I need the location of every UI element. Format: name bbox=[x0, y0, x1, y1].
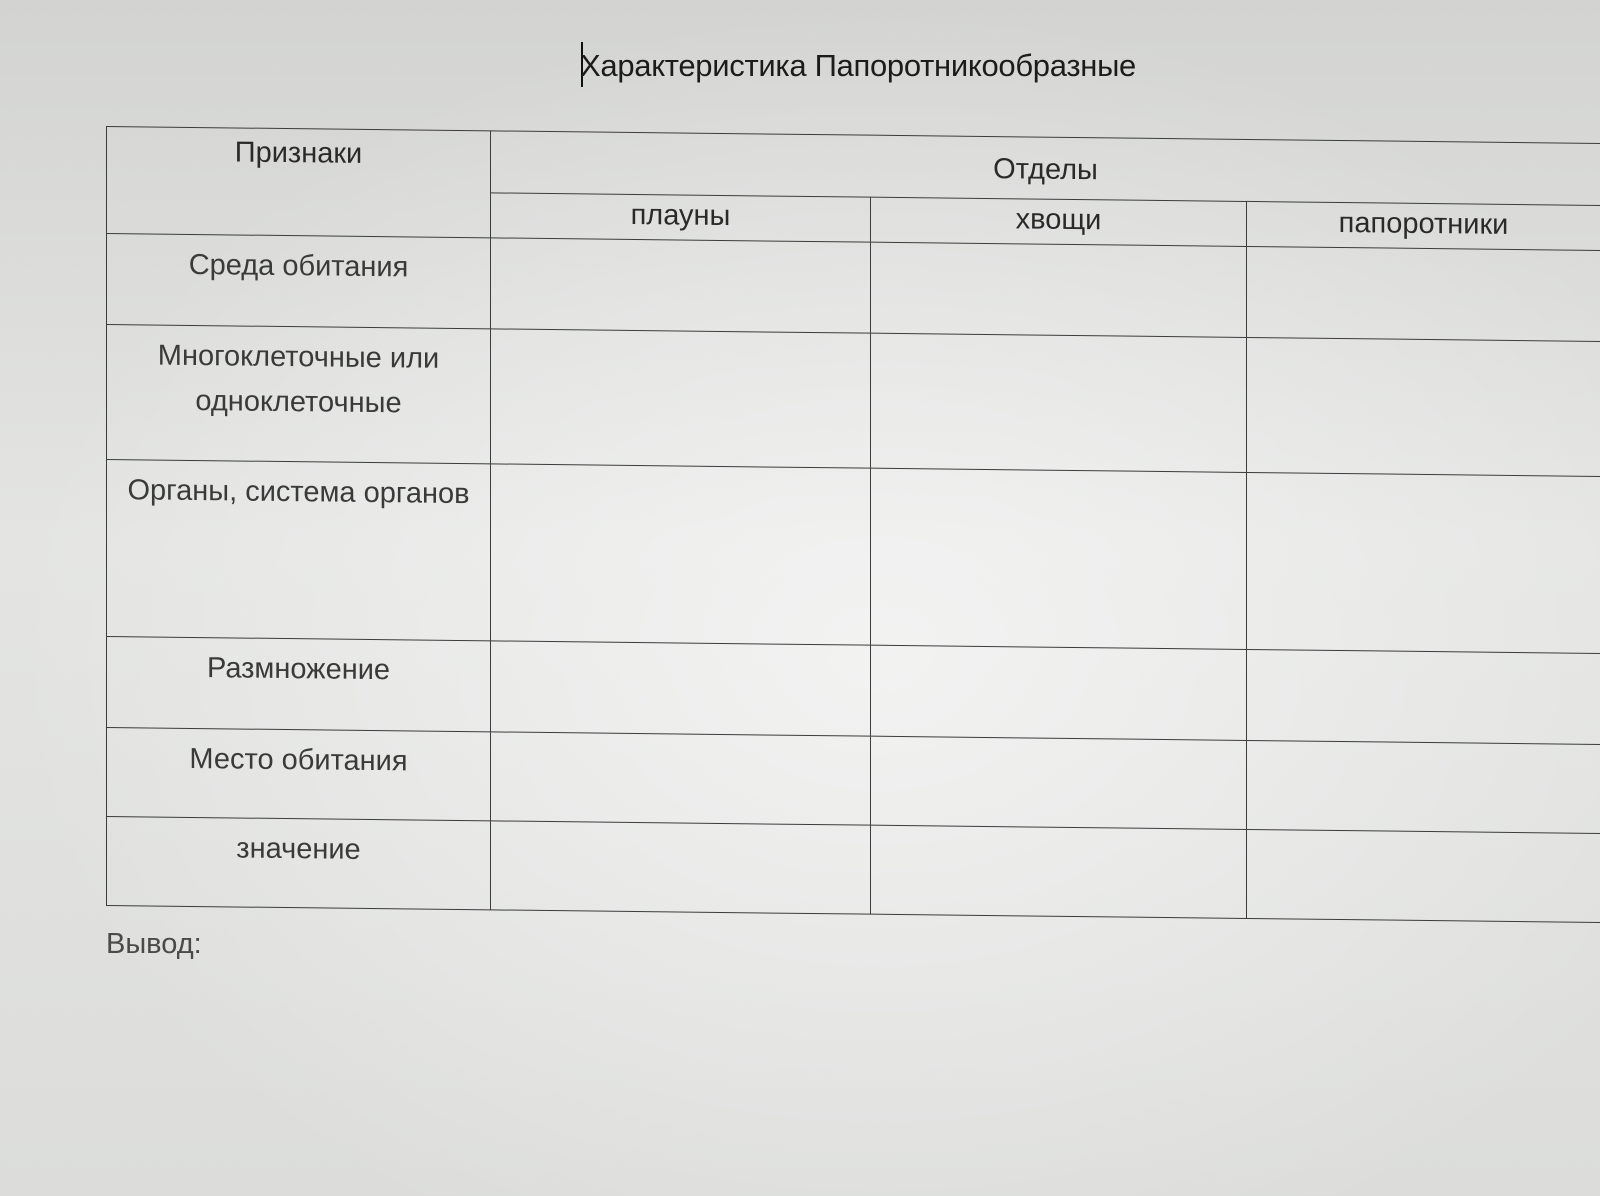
table-cell[interactable] bbox=[871, 468, 1247, 649]
row-label-organy[interactable]: Органы, система органов bbox=[107, 460, 491, 641]
column-header-paporotniki[interactable]: папоротники bbox=[1247, 201, 1600, 250]
characteristics-table-wrapper bbox=[106, 126, 1600, 915]
table-cell[interactable] bbox=[491, 238, 871, 333]
table-cell[interactable] bbox=[491, 329, 871, 468]
table-cell[interactable] bbox=[871, 645, 1247, 740]
table-row bbox=[107, 460, 1600, 654]
characteristics-table bbox=[106, 126, 1600, 923]
table-cell[interactable] bbox=[491, 464, 871, 645]
column-header-plauny[interactable]: плауны bbox=[491, 193, 871, 242]
row-label-mesto-obitaniya[interactable]: Место обитания bbox=[107, 728, 491, 821]
table-cell[interactable] bbox=[1247, 740, 1600, 833]
row-label-razmnozhenie[interactable]: Размножение bbox=[107, 637, 491, 732]
table-cell[interactable] bbox=[1247, 246, 1600, 341]
table-row bbox=[107, 817, 1600, 923]
row-label-sreda-obitaniya[interactable]: Среда обитания bbox=[107, 234, 491, 329]
table-cell[interactable] bbox=[491, 821, 871, 914]
conclusion-label[interactable]: Вывод: bbox=[106, 928, 202, 960]
row-label-mnogokletochnye[interactable]: Многоклеточные или одноклеточные bbox=[107, 325, 491, 464]
table-cell[interactable] bbox=[1247, 649, 1600, 744]
table-cell[interactable] bbox=[871, 333, 1247, 472]
table-row bbox=[107, 325, 1600, 477]
table-cell[interactable] bbox=[871, 242, 1247, 337]
row-label-znachenie[interactable]: значение bbox=[107, 817, 491, 910]
table-row bbox=[107, 234, 1600, 342]
table-row bbox=[107, 637, 1600, 745]
table-cell[interactable] bbox=[1247, 472, 1600, 653]
document-title[interactable]: Характеристика Папоротникообразные bbox=[580, 48, 1136, 83]
table-cell[interactable] bbox=[491, 732, 871, 825]
table-cell[interactable] bbox=[1247, 337, 1600, 476]
header-cell-otdely[interactable]: Отделы bbox=[491, 131, 1600, 206]
table-row bbox=[107, 728, 1600, 834]
table-cell[interactable] bbox=[871, 825, 1247, 918]
table-cell[interactable] bbox=[1247, 829, 1600, 922]
table-cell[interactable] bbox=[871, 736, 1247, 829]
header-cell-priznaki[interactable]: Признаки bbox=[107, 127, 491, 238]
table-cell[interactable] bbox=[491, 641, 871, 736]
column-header-khvoshchi[interactable]: хвощи bbox=[871, 197, 1247, 246]
